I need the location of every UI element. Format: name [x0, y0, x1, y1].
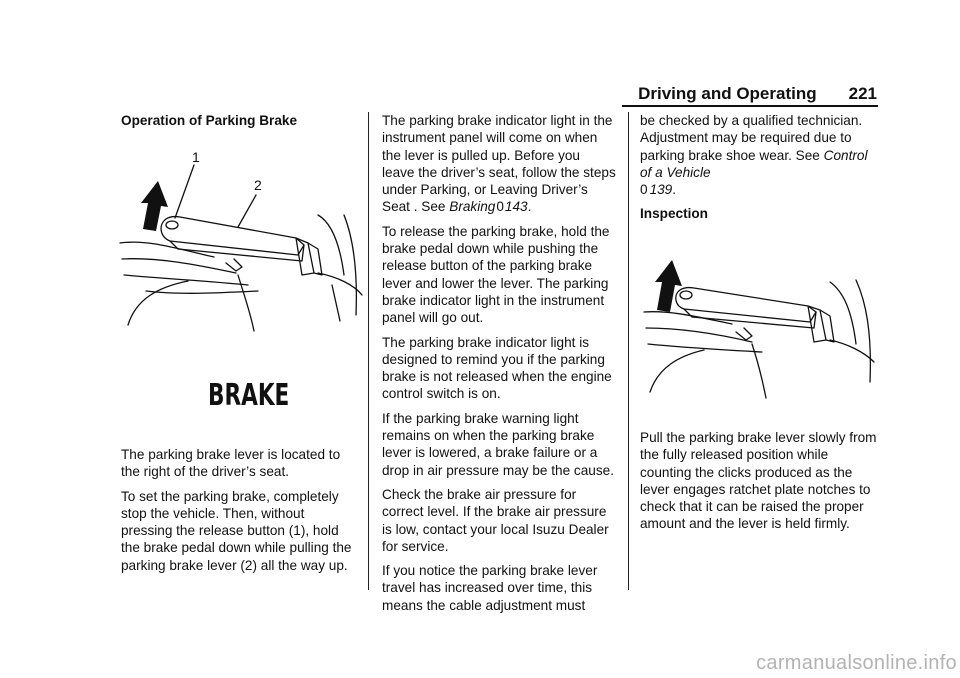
- column-2: [382, 112, 616, 621]
- inspection-lever-illustration: [642, 252, 877, 402]
- column-divider-1: [368, 112, 369, 590]
- paragraph: To set the parking brake, completely stop the vehicle. Then, without pressing the release button (1), hold the brake pedal down while pulling the parking brake lever (2) all the way up.: [121, 488, 352, 573]
- brake-indicator-symbol: BRAKE: [208, 378, 290, 413]
- section-title: Driving and Operating: [638, 84, 817, 103]
- column-1: [121, 112, 357, 136]
- page-ref-arrow-icon: 0: [640, 182, 648, 198]
- parking-brake-lever-illustration: [118, 145, 363, 335]
- paragraph: The parking brake lever is located to the right of the driver’s seat.: [121, 447, 341, 480]
- paragraph: Check the brake air pressure for correct level. If the brake air pressure is low, contact your local Isuzu Dealer for service.: [382, 486, 609, 554]
- column-3: [640, 112, 880, 230]
- paragraph: be checked by a qualified technician. Adjustment may be required due to parking brake shoe wear. See Control of a Vehicle 0 139.: [640, 113, 868, 198]
- callout-leader-2: [238, 195, 256, 227]
- paragraph: If the parking brake warning light remains on when the parking brake lever is lowered, a brake failure or a drop in air pressure may be the cause.: [382, 410, 614, 478]
- page-reference[interactable]: 143: [504, 199, 528, 215]
- page-number: 221: [848, 84, 877, 103]
- paragraph: If you notice the parking brake lever travel has increased over time, this means the cable adjustment must: [382, 563, 598, 613]
- column-3-body: [640, 429, 880, 540]
- callout-leader-1: [175, 165, 194, 218]
- section-heading-inspection: Inspection: [640, 206, 708, 222]
- paragraph: The parking brake indicator light is designed to remind you if the parking brake is not released when the engine control switch is on.: [382, 334, 612, 402]
- pull-up-arrow-icon: [141, 181, 168, 231]
- callout-1: 1: [192, 149, 200, 165]
- watermark: carmanualsonline.info: [756, 652, 957, 674]
- header-rule: [622, 105, 878, 107]
- paragraph: The parking brake indicator light in the instrument panel will come on when the lever is pulled up. Before you leave the driver’s seat, follow the steps under Parking, or Leaving Driver’s Seat . See Braking0143.: [382, 113, 616, 215]
- page-reference[interactable]: 139: [649, 182, 673, 198]
- section-heading-operation: Operation of Parking Brake: [121, 113, 298, 128]
- column-1-body: [121, 446, 357, 581]
- cross-reference-link[interactable]: Control of a Vehicle: [640, 147, 868, 180]
- cross-reference-link[interactable]: Braking: [449, 199, 496, 215]
- page-ref-arrow-icon: 0: [496, 199, 504, 215]
- running-header: [633, 82, 877, 106]
- paragraph: To release the parking brake, hold the brake pedal down while pushing the release button of the parking brake lever and lower the lever. The parking brake indicator light in the instrument panel will go out.: [382, 223, 610, 326]
- paragraph: Pull the parking brake lever slowly from the fully released position while counting the clicks produced as the lever engages ratchet plate notches to check that it can be raised the proper amount and the lever is held firmly.: [640, 430, 877, 532]
- column-divider-2: [628, 112, 629, 590]
- callout-2: 2: [254, 177, 262, 193]
